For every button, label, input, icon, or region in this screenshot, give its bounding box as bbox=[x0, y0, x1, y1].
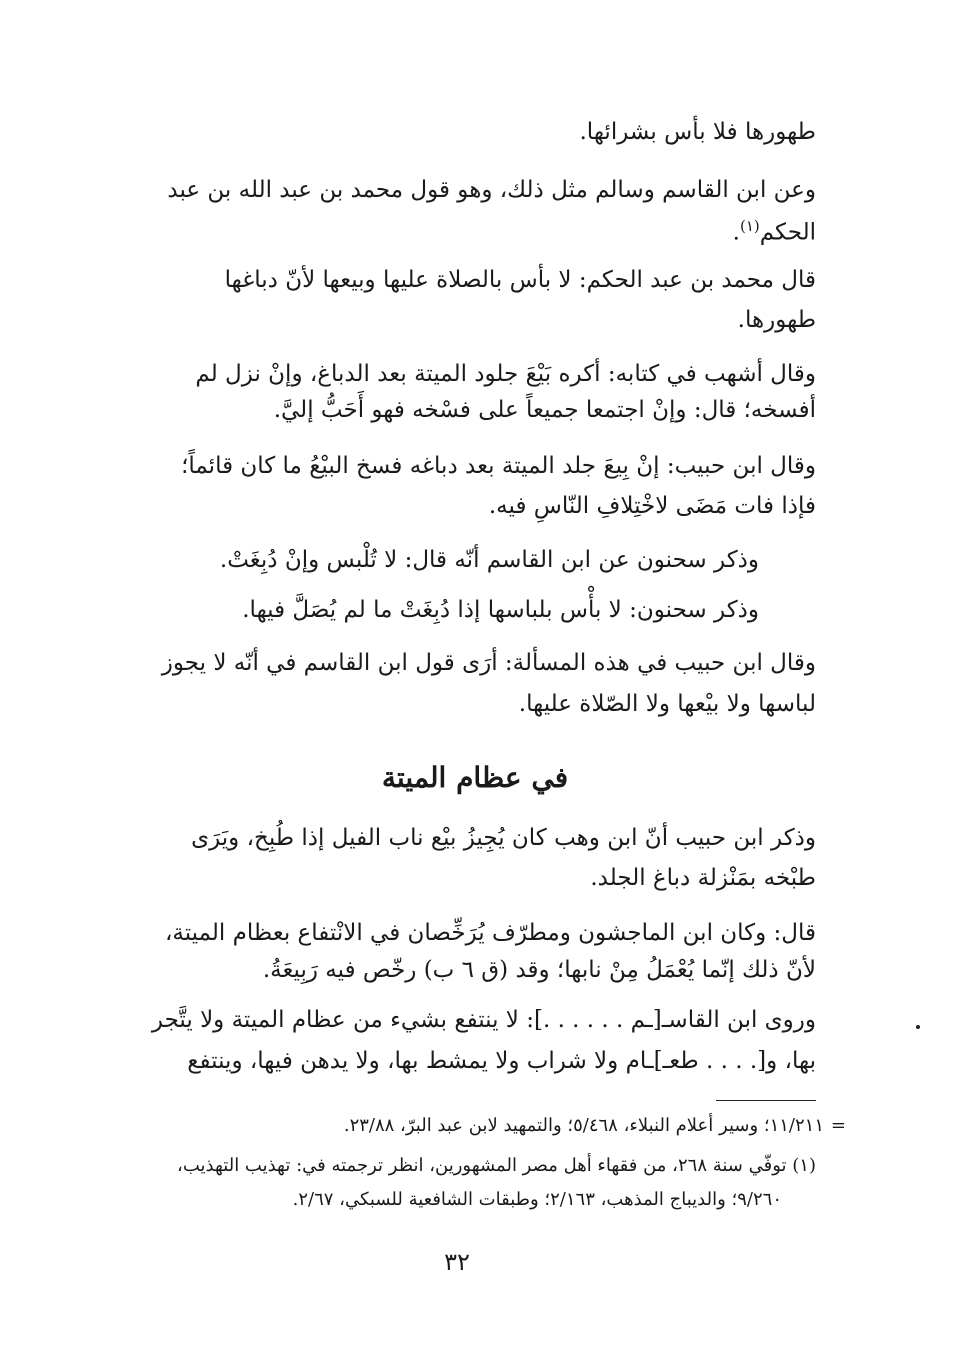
paragraph-10-line-1: قال: وكان ابن الماجشون ومطرّف يُرَخِّصان في الانْتفاع بعظام الميتة، bbox=[164, 920, 816, 946]
paragraph-2-text: الحكم bbox=[759, 219, 816, 246]
footnote-separator bbox=[716, 1100, 816, 1101]
paragraph-2-line-2 bbox=[516, 208, 816, 251]
paragraph-2-line-1: وعن ابن القاسم وسالم مثل ذلك، وهو قول محمد بن عبد الله بن عبد bbox=[167, 177, 816, 203]
paragraph-7: وذكر سحنون: لا بأْس بلباسها إذا دُبِغَتْ ما لم يُصَلَّ فيها. bbox=[242, 597, 759, 623]
paragraph-11-line-1: وروى ابن القاسـ[ـم . . . . . .]: لا ينتفع بشيء من عظام الميتة ولا يتَّجر bbox=[151, 1007, 816, 1033]
footnote-ref-1: (١) bbox=[739, 217, 760, 235]
paragraph-10-line-2: لأنّ ذلك إنّما يُعْمَلُ مِنْ نابها؛ وقد (ق ٦ ب) رخّص فيه رَبِيعَةُ. bbox=[262, 957, 816, 983]
footnote-continuation-text: ١١/٢١١؛ وسير أعلام النبلاء، ٥/٤٦٨؛ والتمهيد لابن عبد البرّ، ٢٣/٨٨. bbox=[343, 1115, 824, 1136]
footnote-1-line-1 bbox=[116, 1150, 816, 1182]
paragraph-5-line-2: فإذا فات مَضَى لاخْتِلافِ النّاسِ فيه. bbox=[488, 493, 816, 519]
section-heading: في عظام الميتة bbox=[381, 761, 569, 794]
scan-speck bbox=[916, 1025, 920, 1029]
paragraph-8-line-1: وقال ابن حبيب في هذه المسألة: أرَى قول ابن القاسم في أنّه لا يجوز bbox=[161, 650, 816, 676]
paragraph-11-line-2: بها، و[. . . . طعـ]ـام ولا شراب ولا يمشط بها، ولا يدهن فيها، وينتفع bbox=[187, 1048, 816, 1074]
paragraph-9-line-2: طبْخه بمَنْزلة دباغ الجلد. bbox=[590, 865, 816, 891]
paragraph-3-line-2: طهورها. bbox=[737, 307, 816, 333]
footnote-1-number: (١) bbox=[792, 1155, 816, 1176]
paragraph-8-line-2: لباسها ولا بيْعها ولا الصّلاة عليها. bbox=[518, 691, 816, 717]
footnote-continuation bbox=[124, 1110, 824, 1142]
paragraph-6: وذكر سحنون عن ابن القاسم أنّه قال: لا تُلْبس وإنْ دُبِغَتْ. bbox=[219, 547, 759, 573]
footnote-1-line-2: ٩/٢٦٠؛ والديباج المذهب، ٢/١٦٣؛ وطبقات الشافعية للسبكي، ٢/٦٧. bbox=[292, 1189, 782, 1210]
footnote-continuation-mark: = bbox=[830, 1115, 846, 1136]
paragraph-3-line-1: قال محمد بن عبد الحكم: لا بأس بالصلاة عليها وبيعها لأنّ دباغها bbox=[224, 267, 816, 293]
paragraph-4-line-1: وقال أشهب في كتابه: أكره بَيْعَ جلود الميتة بعد الدباغ، وإنْ نزل لم bbox=[195, 361, 816, 387]
paragraph-5-line-1: وقال ابن حبيب: إنْ بِيعَ جلد الميتة بعد دباغه فسخ البيْعُ ما كان قائماً؛ bbox=[181, 453, 816, 479]
paragraph-2-end: . bbox=[732, 219, 740, 246]
paragraph-1: طهورها فلا بأس بشرائها. bbox=[579, 119, 816, 145]
paragraph-9-line-1: وذكر ابن حبيب أنّ ابن وهب كان يُجِيزُ بيْع ناب الفيل إذا طُبِخ، ويَرَى bbox=[191, 825, 816, 851]
page-number: ٣٢ bbox=[444, 1248, 470, 1276]
footnote-1-text: توفّي سنة ٢٦٨، من فقهاء أهل مصر المشهورين، انظر ترجمته في: تهذيب التهذيب، bbox=[177, 1155, 787, 1176]
paragraph-4-line-2: أفسخه؛ قال: وإنْ اجتمعا جميعاً على فسْخه فهو أَحَبُّ إليَّ. bbox=[273, 397, 816, 423]
